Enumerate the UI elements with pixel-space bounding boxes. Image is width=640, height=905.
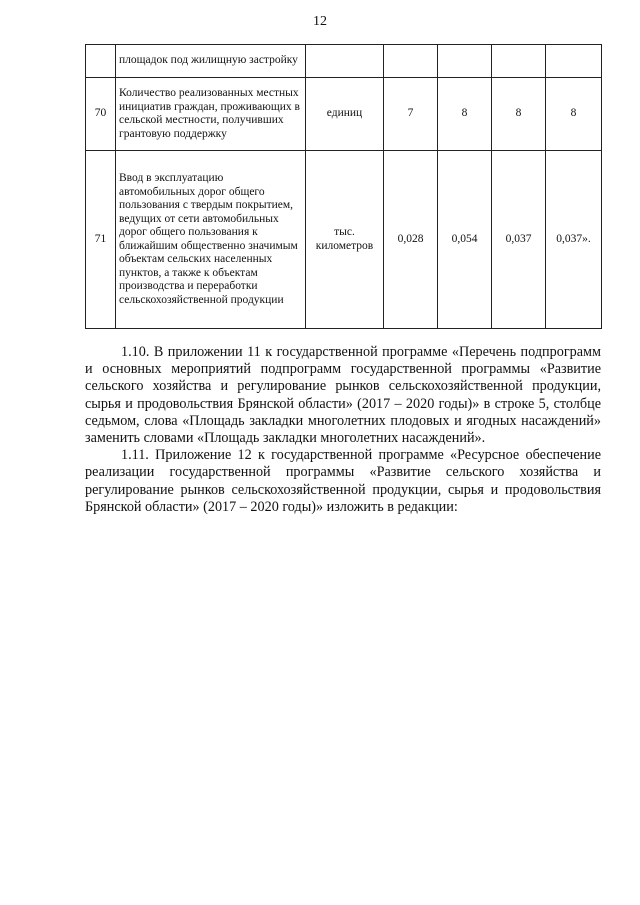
row-description: Количество реализованных местных инициатив граждан, проживающих в сельской местности, получивших грантовую поддержку <box>116 78 306 151</box>
row-value-2020 <box>546 45 602 78</box>
row-value-2017: 0,028 <box>384 151 438 329</box>
row-number: 71 <box>86 151 116 329</box>
row-value-2019 <box>492 45 546 78</box>
row-value-2019: 0,037 <box>492 151 546 329</box>
row-number <box>86 45 116 78</box>
table-row <box>86 151 602 329</box>
row-value-2020: 0,037». <box>546 151 602 329</box>
row-value-2017 <box>384 45 438 78</box>
row-number: 70 <box>86 78 116 151</box>
row-unit <box>306 45 384 78</box>
indicators-table <box>85 44 602 329</box>
row-value-2017: 7 <box>384 78 438 151</box>
row-value-2020: 8 <box>546 78 602 151</box>
paragraph-1-10: 1.10. В приложении 11 к государственной программе «Перечень подпрограмм и основных мероприятий подпрограмм государственной программы «Развитие сельского хозяйства и регулирование рынков сельскохозяйственной продукции, сырья и продовольствия Брянской области» (2017 – 2020 годы)» в строке 5, столбце седьмом, слова «Площадь закладки многолетних плодовых и ягодных насаждений» заменить словами «Площадь закладки многолетних насаждений». <box>85 344 601 447</box>
paragraph-1-11: 1.11. Приложение 12 к государственной программе «Ресурсное обеспечение реализации государственной программы «Развитие сельского хозяйства и регулирование рынков сельскохозяйственной продукции, сырья и продовольствия Брянской области» (2017 – 2020 годы)» изложить в редакции: <box>85 447 601 515</box>
row-value-2018 <box>438 45 492 78</box>
table-row <box>86 45 602 78</box>
row-unit: тыс. километров <box>306 151 384 329</box>
row-value-2018: 8 <box>438 78 492 151</box>
row-description: Ввод в эксплуатацию автомобильных дорог общего пользования с твердым покрытием, ведущих от сети автомобильных дорог общего пользования к ближайшим общественно значимым объектам сельских населенных пунктов, а также к объектам производства и переработки сельскохозяйственной продукции <box>116 151 306 329</box>
row-value-2018: 0,054 <box>438 151 492 329</box>
row-unit: единиц <box>306 78 384 151</box>
page-number: 12 <box>313 14 327 29</box>
row-value-2019: 8 <box>492 78 546 151</box>
document-body <box>85 344 601 516</box>
table-row <box>86 78 602 151</box>
row-description: площадок под жилищную застройку <box>116 45 306 78</box>
